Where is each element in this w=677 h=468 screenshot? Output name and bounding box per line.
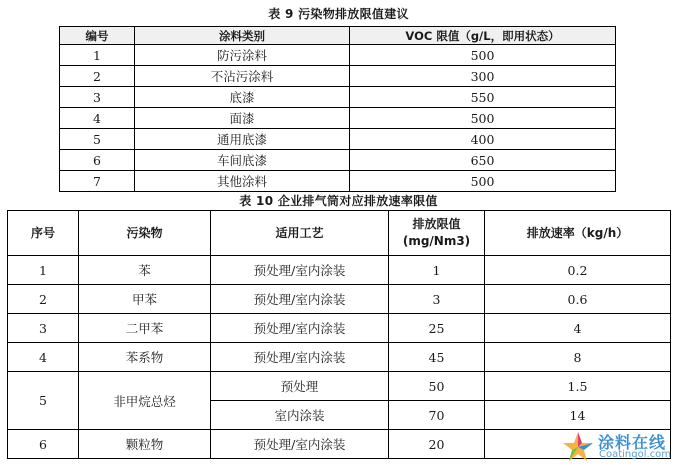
cell-pollutant: 非甲烷总烃: [79, 372, 211, 430]
cell-rate: 1.5: [485, 372, 671, 401]
cell-limit: 50: [389, 372, 485, 401]
table10: [7, 210, 671, 459]
cell-pollutant: 二甲苯: [79, 314, 211, 343]
cell-type: 通用底漆: [135, 129, 350, 150]
cell-voc: 550: [350, 87, 616, 108]
cell-process: 预处理/室内涂装: [211, 430, 389, 459]
cell-no: 5: [8, 372, 79, 430]
table-row: [60, 129, 616, 150]
cell-process: 预处理/室内涂装: [211, 285, 389, 314]
cell-limit: 70: [389, 401, 485, 430]
cell-voc: 650: [350, 150, 616, 171]
cell-no: 1: [60, 45, 135, 66]
table-row: [60, 171, 616, 192]
cell-pollutant: 苯: [79, 256, 211, 285]
watermark-en: Coatingol.com: [599, 449, 672, 460]
cell-voc: 500: [350, 171, 616, 192]
cell-process: 预处理/室内涂装: [211, 343, 389, 372]
cell-no: 5: [60, 129, 135, 150]
cell-process: 预处理/室内涂装: [211, 314, 389, 343]
cell-no: 7: [60, 171, 135, 192]
watermark-cn: 涂料在线: [598, 433, 667, 452]
cell-process: 室内涂装: [211, 401, 389, 430]
table-row: [60, 87, 616, 108]
table-row: [60, 66, 616, 87]
table-row: [60, 45, 616, 66]
table10-caption: 表 10 企业排气筒对应排放速率限值: [239, 194, 438, 208]
cell-no: 2: [8, 285, 79, 314]
cell-pollutant: 甲苯: [79, 285, 211, 314]
table9: [59, 26, 616, 192]
table-row: [8, 314, 671, 343]
cell-no: 4: [60, 108, 135, 129]
cell-no: 1: [8, 256, 79, 285]
cell-type: 底漆: [135, 87, 350, 108]
cell-process: 预处理: [211, 372, 389, 401]
cell-limit: 25: [389, 314, 485, 343]
watermark-logo: [561, 430, 671, 464]
cell-limit: 20: [389, 430, 485, 459]
table10-header-limit-line1: 排放限值: [412, 217, 461, 231]
table10-header-process: 适用工艺: [211, 211, 389, 256]
table9-header-voc: VOC 限值（g/L，即用状态）: [350, 27, 616, 45]
table10-header-pollutant: 污染物: [79, 211, 211, 256]
cell-type: 不沾污涂料: [135, 66, 350, 87]
table10-header-limit: [389, 211, 485, 256]
table-row: [60, 150, 616, 171]
cell-no: 6: [8, 430, 79, 459]
cell-process: 预处理/室内涂装: [211, 256, 389, 285]
cell-limit: 3: [389, 285, 485, 314]
cell-limit: 45: [389, 343, 485, 372]
cell-type: 其他涂料: [135, 171, 350, 192]
table-row: [8, 285, 671, 314]
table9-caption: 表 9 污染物排放限值建议: [268, 7, 409, 21]
cell-type: 面漆: [135, 108, 350, 129]
cell-voc: 300: [350, 66, 616, 87]
table-row: [8, 372, 671, 401]
cell-type: 车间底漆: [135, 150, 350, 171]
cell-no: 4: [8, 343, 79, 372]
cell-voc: 500: [350, 108, 616, 129]
cell-voc: 400: [350, 129, 616, 150]
cell-rate: 0.2: [485, 256, 671, 285]
cell-rate: 0.6: [485, 285, 671, 314]
cell-no: 2: [60, 66, 135, 87]
table9-header-type: 涂料类别: [135, 27, 350, 45]
table-row: [8, 256, 671, 285]
cell-no: 6: [60, 150, 135, 171]
cell-limit: 1: [389, 256, 485, 285]
cell-type: 防污涂料: [135, 45, 350, 66]
table-row: [8, 343, 671, 372]
cell-rate: 14: [485, 401, 671, 430]
star-logo-icon: [561, 430, 595, 464]
cell-pollutant: 苯系物: [79, 343, 211, 372]
table10-header-rate: 排放速率（kg/h）: [485, 211, 671, 256]
cell-voc: 500: [350, 45, 616, 66]
table-row: [60, 108, 616, 129]
table10-header-no: 序号: [8, 211, 79, 256]
table10-header-row: [8, 211, 671, 256]
cell-no: 3: [60, 87, 135, 108]
table9-header-no: 编号: [60, 27, 135, 45]
cell-no: 3: [8, 314, 79, 343]
table10-header-limit-line2: (mg/Nm3): [402, 234, 471, 248]
cell-pollutant: 颗粒物: [79, 430, 211, 459]
table9-header-row: [60, 27, 616, 45]
cell-rate: 4: [485, 314, 671, 343]
cell-rate: 8: [485, 343, 671, 372]
